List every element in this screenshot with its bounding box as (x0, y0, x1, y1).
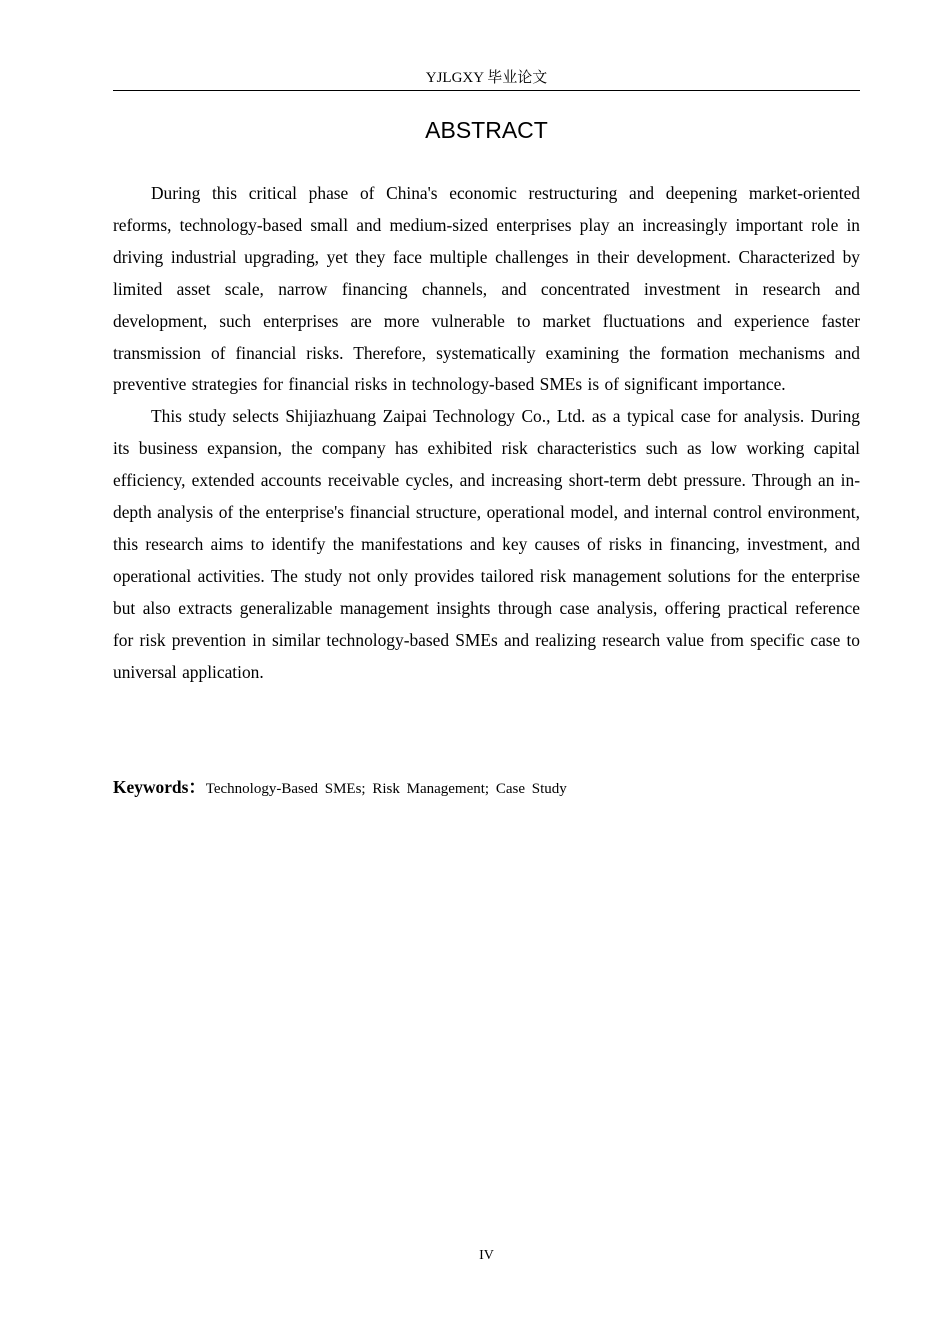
keywords-label: Keywords： (113, 777, 206, 797)
keywords-line (113, 776, 860, 800)
abstract-body (113, 178, 860, 689)
abstract-paragraph-1: During this critical phase of China's economic restructuring and deepening market-oriented reforms, technology-based small and medium-sized enterprises play an increasingly important role in driving industrial upgrading, yet they face multiple challenges in their development. Characterized by limited asset scale, narrow financing channels, and concentrated investment in research and development, such enterprises are more vulnerable to market fluctuations and experience faster transmission of financial risks. Therefore, systematically examining the formation mechanisms and preventive strategies for financial risks in technology-based SMEs is of significant importance. (113, 183, 860, 395)
keywords-text: Technology-Based SMEs; Risk Management; Case Study (205, 781, 567, 797)
header-rule (113, 90, 860, 91)
running-header: YJLGXY 毕业论文 (425, 70, 548, 86)
page-number: IV (479, 1248, 494, 1263)
abstract-title: ABSTRACT (425, 117, 548, 143)
abstract-paragraph-2: This study selects Shijiazhuang Zaipai Technology Co., Ltd. as a typical case for analysis. During its business expansion, the company has exhibited risk characteristics such as low working capital efficiency, extended accounts receivable cycles, and increasing short-term debt pressure. Through an in-depth analysis of the enterprise's financial structure, operational model, and internal control environment, this research aims to identify the manifestations and key causes of risks in financing, investment, and operational activities. The study not only provides tailored risk management solutions for the enterprise but also extracts generalizable management insights through case analysis, offering practical reference for risk prevention in similar technology-based SMEs and realizing research value from specific case to universal application. (113, 406, 860, 682)
